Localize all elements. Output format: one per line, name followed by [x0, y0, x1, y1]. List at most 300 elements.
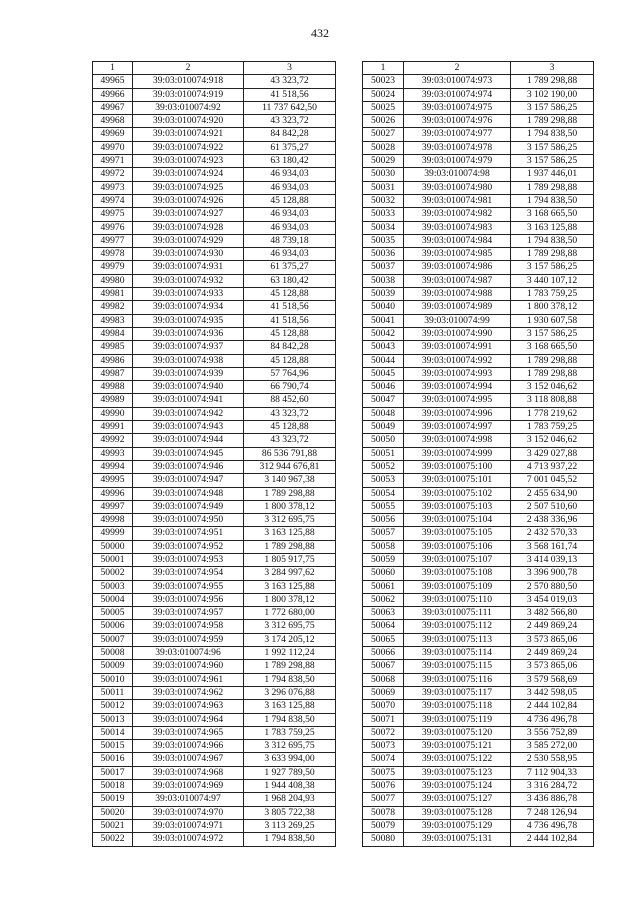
- table-header-row: [363, 62, 594, 75]
- cadastral-number-cell: 39:03:010074:954: [133, 567, 244, 580]
- table-row: [93, 274, 336, 287]
- row-number-cell: 49997: [93, 500, 133, 513]
- table-row: [363, 115, 594, 128]
- value-cell: 1 805 917,75: [244, 553, 336, 566]
- value-cell: 3 573 865,06: [511, 660, 594, 673]
- table-row: [93, 394, 336, 407]
- row-number-cell: 50010: [93, 673, 133, 686]
- table-row: [363, 248, 594, 261]
- cadastral-number-cell: 39:03:010074:935: [133, 314, 244, 327]
- cadastral-number-cell: 39:03:010074:995: [404, 394, 511, 407]
- value-cell: 1 772 680,00: [244, 607, 336, 620]
- table-row: [363, 434, 594, 447]
- row-number-cell: 50041: [363, 314, 404, 327]
- table-row: [363, 381, 594, 394]
- cadastral-number-cell: 39:03:010075:122: [404, 753, 511, 766]
- row-number-cell: 50066: [363, 647, 404, 660]
- row-number-cell: 50037: [363, 261, 404, 274]
- table-row: [363, 341, 594, 354]
- table-row: [93, 168, 336, 181]
- value-cell: 84 842,28: [244, 341, 336, 354]
- cadastral-number-cell: 39:03:010074:989: [404, 301, 511, 314]
- value-cell: 2 444 102,84: [511, 700, 594, 713]
- value-cell: 48 739,18: [244, 234, 336, 247]
- cadastral-number-cell: 39:03:010074:955: [133, 580, 244, 593]
- row-number-cell: 50058: [363, 540, 404, 553]
- value-cell: 3 174 205,12: [244, 633, 336, 646]
- table-row: [363, 500, 594, 513]
- table-row: [363, 208, 594, 221]
- table-row: [93, 527, 336, 540]
- cadastral-number-cell: 39:03:010075:120: [404, 726, 511, 739]
- value-cell: 3 157 586,25: [511, 101, 594, 114]
- cadastral-number-cell: 39:03:010074:965: [133, 726, 244, 739]
- table-row: [93, 474, 336, 487]
- cadastral-number-cell: 39:03:010074:959: [133, 633, 244, 646]
- cadastral-number-cell: 39:03:010074:966: [133, 740, 244, 753]
- value-cell: 1 992 112,24: [244, 647, 336, 660]
- cadastral-number-cell: 39:03:010074:934: [133, 301, 244, 314]
- value-cell: 3 157 586,25: [511, 155, 594, 168]
- table-row: [363, 819, 594, 832]
- row-number-cell: 49971: [93, 155, 133, 168]
- row-number-cell: 49969: [93, 128, 133, 141]
- cadastral-number-cell: 39:03:010074:993: [404, 367, 511, 380]
- row-number-cell: 50055: [363, 500, 404, 513]
- value-cell: 3 163 125,88: [244, 527, 336, 540]
- table-row: [363, 474, 594, 487]
- row-number-cell: 50045: [363, 367, 404, 380]
- table-row: [93, 75, 336, 88]
- cadastral-number-cell: 39:03:010075:108: [404, 567, 511, 580]
- cadastral-number-cell: 39:03:010074:974: [404, 88, 511, 101]
- cadastral-number-cell: 39:03:010074:981: [404, 194, 511, 207]
- row-number-cell: 50076: [363, 780, 404, 793]
- row-number-cell: 50032: [363, 194, 404, 207]
- table-row: [363, 713, 594, 726]
- row-number-cell: 49993: [93, 447, 133, 460]
- value-cell: 2 438 336,96: [511, 514, 594, 527]
- table-row: [363, 780, 594, 793]
- value-cell: 3 396 900,78: [511, 567, 594, 580]
- row-number-cell: 50005: [93, 607, 133, 620]
- value-cell: 1 789 298,88: [511, 354, 594, 367]
- row-number-cell: 50034: [363, 221, 404, 234]
- row-number-cell: 49967: [93, 101, 133, 114]
- cadastral-number-cell: 39:03:010074:967: [133, 753, 244, 766]
- cadastral-number-cell: 39:03:010074:973: [404, 75, 511, 88]
- row-number-cell: 49998: [93, 514, 133, 527]
- cadastral-number-cell: 39:03:010074:927: [133, 208, 244, 221]
- value-cell: 3 296 076,88: [244, 686, 336, 699]
- value-cell: 1 794 838,50: [511, 194, 594, 207]
- row-number-cell: 50051: [363, 447, 404, 460]
- row-number-cell: 49981: [93, 288, 133, 301]
- value-cell: 3 163 125,88: [244, 580, 336, 593]
- cadastral-number-cell: 39:03:010074:983: [404, 221, 511, 234]
- table-row: [363, 580, 594, 593]
- cadastral-number-cell: 39:03:010074:962: [133, 686, 244, 699]
- table-row: [363, 633, 594, 646]
- cadastral-number-cell: 39:03:010074:961: [133, 673, 244, 686]
- table-row: [93, 234, 336, 247]
- table-row: [93, 434, 336, 447]
- row-number-cell: 50071: [363, 713, 404, 726]
- table-row: [363, 288, 594, 301]
- row-number-cell: 50063: [363, 607, 404, 620]
- table-row: [93, 487, 336, 500]
- value-cell: 1 930 607,58: [511, 314, 594, 327]
- row-number-cell: 50018: [93, 780, 133, 793]
- value-cell: 3 454 019,03: [511, 593, 594, 606]
- table-row: [93, 301, 336, 314]
- row-number-cell: 50065: [363, 633, 404, 646]
- value-cell: 2 444 102,84: [511, 833, 594, 846]
- row-number-cell: 50040: [363, 301, 404, 314]
- cadastral-number-cell: 39:03:010075:124: [404, 780, 511, 793]
- row-number-cell: 50009: [93, 660, 133, 673]
- cadastral-number-cell: 39:03:010074:99: [404, 314, 511, 327]
- cadastral-number-cell: 39:03:010074:975: [404, 101, 511, 114]
- cadastral-number-cell: 39:03:010074:952: [133, 540, 244, 553]
- row-number-cell: 50067: [363, 660, 404, 673]
- table-row: [363, 181, 594, 194]
- table-row: [363, 700, 594, 713]
- table-row: [363, 660, 594, 673]
- cadastral-number-cell: 39:03:010075:103: [404, 500, 511, 513]
- cadastral-number-cell: 39:03:010074:979: [404, 155, 511, 168]
- row-number-cell: 50007: [93, 633, 133, 646]
- table-row: [363, 221, 594, 234]
- table-row: [93, 806, 336, 819]
- table-row: [93, 115, 336, 128]
- table-row: [93, 620, 336, 633]
- row-number-cell: 50047: [363, 394, 404, 407]
- table-row: [93, 580, 336, 593]
- row-number-cell: 50004: [93, 593, 133, 606]
- table-row: [363, 75, 594, 88]
- row-number-cell: 49976: [93, 221, 133, 234]
- table-row: [363, 753, 594, 766]
- cadastral-number-cell: 39:03:010074:921: [133, 128, 244, 141]
- cadastral-number-cell: 39:03:010075:102: [404, 487, 511, 500]
- table-row: [93, 647, 336, 660]
- value-cell: 1 789 298,88: [244, 540, 336, 553]
- row-number-cell: 50059: [363, 553, 404, 566]
- table-row: [363, 407, 594, 420]
- cadastral-table-left: [92, 61, 336, 847]
- cadastral-number-cell: 39:03:010074:930: [133, 248, 244, 261]
- value-cell: 43 323,72: [244, 115, 336, 128]
- table-row: [93, 208, 336, 221]
- row-number-cell: 50044: [363, 354, 404, 367]
- row-number-cell: 50060: [363, 567, 404, 580]
- row-number-cell: 50061: [363, 580, 404, 593]
- value-cell: 3 633 994,00: [244, 753, 336, 766]
- value-cell: 41 518,56: [244, 301, 336, 314]
- value-cell: 63 180,42: [244, 155, 336, 168]
- table-row: [93, 141, 336, 154]
- value-cell: 2 432 570,33: [511, 527, 594, 540]
- row-number-cell: 49985: [93, 341, 133, 354]
- cadastral-number-cell: 39:03:010074:982: [404, 208, 511, 221]
- value-cell: 3 312 695,75: [244, 620, 336, 633]
- cadastral-number-cell: 39:03:010074:957: [133, 607, 244, 620]
- cadastral-number-cell: 39:03:010074:96: [133, 647, 244, 660]
- table-row: [93, 553, 336, 566]
- row-number-cell: 49987: [93, 367, 133, 380]
- value-cell: 7 248 126,94: [511, 806, 594, 819]
- cadastral-number-cell: 39:03:010074:922: [133, 141, 244, 154]
- cadastral-number-cell: 39:03:010075:115: [404, 660, 511, 673]
- row-number-cell: 49972: [93, 168, 133, 181]
- cadastral-number-cell: 39:03:010074:999: [404, 447, 511, 460]
- row-number-cell: 50028: [363, 141, 404, 154]
- cadastral-number-cell: 39:03:010075:107: [404, 553, 511, 566]
- value-cell: 46 934,03: [244, 248, 336, 261]
- cadastral-number-cell: 39:03:010074:953: [133, 553, 244, 566]
- cadastral-number-cell: 39:03:010074:963: [133, 700, 244, 713]
- value-cell: 3 163 125,88: [511, 221, 594, 234]
- row-number-cell: 50012: [93, 700, 133, 713]
- row-number-cell: 50080: [363, 833, 404, 846]
- row-number-cell: 50022: [93, 833, 133, 846]
- cadastral-number-cell: 39:03:010074:968: [133, 766, 244, 779]
- table-row: [363, 141, 594, 154]
- value-cell: 3 168 665,50: [511, 341, 594, 354]
- cadastral-number-cell: 39:03:010074:939: [133, 367, 244, 380]
- value-cell: 1 794 838,50: [511, 234, 594, 247]
- cadastral-number-cell: 39:03:010074:986: [404, 261, 511, 274]
- table-row: [363, 274, 594, 287]
- cadastral-number-cell: 39:03:010074:985: [404, 248, 511, 261]
- row-number-cell: 50057: [363, 527, 404, 540]
- table-row: [363, 806, 594, 819]
- value-cell: 61 375,27: [244, 261, 336, 274]
- table-row: [363, 540, 594, 553]
- table-row: [93, 540, 336, 553]
- table-row: [93, 726, 336, 739]
- row-number-cell: 50016: [93, 753, 133, 766]
- row-number-cell: 50062: [363, 593, 404, 606]
- row-number-cell: 50014: [93, 726, 133, 739]
- table-row: [363, 740, 594, 753]
- cadastral-number-cell: 39:03:010075:105: [404, 527, 511, 540]
- row-number-cell: 49977: [93, 234, 133, 247]
- cadastral-number-cell: 39:03:010075:119: [404, 713, 511, 726]
- value-cell: 45 128,88: [244, 288, 336, 301]
- table-row: [93, 633, 336, 646]
- table-row: [93, 500, 336, 513]
- value-cell: 3 157 586,25: [511, 141, 594, 154]
- table-row: [93, 514, 336, 527]
- value-cell: 11 737 642,50: [244, 101, 336, 114]
- table-row: [363, 314, 594, 327]
- table-row: [93, 780, 336, 793]
- column-header: 2: [404, 62, 511, 75]
- table-row: [363, 726, 594, 739]
- value-cell: 3 442 598,05: [511, 686, 594, 699]
- row-number-cell: 50048: [363, 407, 404, 420]
- page-number: 432: [311, 26, 329, 40]
- row-number-cell: 49984: [93, 327, 133, 340]
- value-cell: 2 449 869,24: [511, 620, 594, 633]
- table-row: [363, 553, 594, 566]
- value-cell: 46 934,03: [244, 208, 336, 221]
- cadastral-number-cell: 39:03:010074:942: [133, 407, 244, 420]
- cadastral-number-cell: 39:03:010074:992: [404, 354, 511, 367]
- row-number-cell: 50036: [363, 248, 404, 261]
- cadastral-number-cell: 39:03:010074:951: [133, 527, 244, 540]
- value-cell: 3 113 269,25: [244, 819, 336, 832]
- table-row: [363, 447, 594, 460]
- value-cell: 3 414 039,13: [511, 553, 594, 566]
- row-number-cell: 50011: [93, 686, 133, 699]
- value-cell: 43 323,72: [244, 407, 336, 420]
- table-row: [363, 793, 594, 806]
- row-number-cell: 49999: [93, 527, 133, 540]
- value-cell: 2 570 880,50: [511, 580, 594, 593]
- table-row: [93, 128, 336, 141]
- row-number-cell: 49975: [93, 208, 133, 221]
- row-number-cell: 49991: [93, 421, 133, 434]
- value-cell: 3 157 586,25: [511, 261, 594, 274]
- cadastral-number-cell: 39:03:010074:958: [133, 620, 244, 633]
- value-cell: 3 168 665,50: [511, 208, 594, 221]
- value-cell: 63 180,42: [244, 274, 336, 287]
- value-cell: 3 585 272,00: [511, 740, 594, 753]
- table-row: [363, 673, 594, 686]
- cadastral-number-cell: 39:03:010074:947: [133, 474, 244, 487]
- table-row: [93, 593, 336, 606]
- value-cell: 1 789 298,88: [244, 660, 336, 673]
- row-number-cell: 50017: [93, 766, 133, 779]
- value-cell: 1 968 204,93: [244, 793, 336, 806]
- cadastral-number-cell: 39:03:010074:990: [404, 327, 511, 340]
- cadastral-number-cell: 39:03:010074:926: [133, 194, 244, 207]
- value-cell: 2 507 510,60: [511, 500, 594, 513]
- value-cell: 3 568 161,74: [511, 540, 594, 553]
- row-number-cell: 50024: [363, 88, 404, 101]
- row-number-cell: 50074: [363, 753, 404, 766]
- cadastral-number-cell: 39:03:010074:929: [133, 234, 244, 247]
- table-row: [363, 607, 594, 620]
- cadastral-number-cell: 39:03:010075:129: [404, 819, 511, 832]
- value-cell: 57 764,96: [244, 367, 336, 380]
- table-row: [93, 248, 336, 261]
- row-number-cell: 50070: [363, 700, 404, 713]
- row-number-cell: 49995: [93, 474, 133, 487]
- row-number-cell: 50019: [93, 793, 133, 806]
- cadastral-number-cell: 39:03:010074:925: [133, 181, 244, 194]
- table-row: [93, 713, 336, 726]
- cadastral-number-cell: 39:03:010074:969: [133, 780, 244, 793]
- table-row: [93, 101, 336, 114]
- row-number-cell: 50043: [363, 341, 404, 354]
- table-row: [363, 766, 594, 779]
- table-row: [93, 261, 336, 274]
- cadastral-number-cell: 39:03:010074:923: [133, 155, 244, 168]
- row-number-cell: 50077: [363, 793, 404, 806]
- row-number-cell: 50027: [363, 128, 404, 141]
- cadastral-number-cell: 39:03:010074:996: [404, 407, 511, 420]
- table-row: [93, 88, 336, 101]
- cadastral-number-cell: 39:03:010074:977: [404, 128, 511, 141]
- cadastral-number-cell: 39:03:010075:128: [404, 806, 511, 819]
- row-number-cell: 49983: [93, 314, 133, 327]
- value-cell: 4 736 496,78: [511, 819, 594, 832]
- cadastral-number-cell: 39:03:010075:117: [404, 686, 511, 699]
- value-cell: 1 794 838,50: [511, 128, 594, 141]
- value-cell: 41 518,56: [244, 88, 336, 101]
- table-row: [93, 407, 336, 420]
- table-row: [93, 567, 336, 580]
- value-cell: 7 001 045,52: [511, 474, 594, 487]
- table-row: [93, 660, 336, 673]
- cadastral-number-cell: 39:03:010074:938: [133, 354, 244, 367]
- value-cell: 45 128,88: [244, 421, 336, 434]
- table-row: [93, 819, 336, 832]
- cadastral-number-cell: 39:03:010074:933: [133, 288, 244, 301]
- row-number-cell: 50078: [363, 806, 404, 819]
- cadastral-number-cell: 39:03:010074:950: [133, 514, 244, 527]
- column-header: 2: [133, 62, 244, 75]
- cadastral-number-cell: 39:03:010074:940: [133, 381, 244, 394]
- cadastral-number-cell: 39:03:010075:110: [404, 593, 511, 606]
- value-cell: 1 783 759,25: [244, 726, 336, 739]
- table-row: [93, 766, 336, 779]
- row-number-cell: 49988: [93, 381, 133, 394]
- table-body-left: [93, 62, 336, 847]
- table-row: [93, 327, 336, 340]
- cadastral-number-cell: 39:03:010074:945: [133, 447, 244, 460]
- value-cell: 2 449 869,24: [511, 647, 594, 660]
- row-number-cell: 49990: [93, 407, 133, 420]
- cadastral-number-cell: 39:03:010074:924: [133, 168, 244, 181]
- table-row: [363, 567, 594, 580]
- value-cell: 1 789 298,88: [511, 181, 594, 194]
- cadastral-number-cell: 39:03:010074:920: [133, 115, 244, 128]
- row-number-cell: 50079: [363, 819, 404, 832]
- value-cell: 3 312 695,75: [244, 514, 336, 527]
- table-row: [363, 620, 594, 633]
- cadastral-number-cell: 39:03:010075:114: [404, 647, 511, 660]
- value-cell: 1 800 378,12: [511, 301, 594, 314]
- table-row: [363, 261, 594, 274]
- value-cell: 41 518,56: [244, 314, 336, 327]
- value-cell: 1 794 838,50: [244, 713, 336, 726]
- value-cell: 43 323,72: [244, 75, 336, 88]
- row-number-cell: 50039: [363, 288, 404, 301]
- row-number-cell: 50069: [363, 686, 404, 699]
- row-number-cell: 50072: [363, 726, 404, 739]
- table-row: [363, 354, 594, 367]
- table-row: [93, 194, 336, 207]
- row-number-cell: 50006: [93, 620, 133, 633]
- table-row: [93, 181, 336, 194]
- row-number-cell: 49968: [93, 115, 133, 128]
- cadastral-number-cell: 39:03:010075:116: [404, 673, 511, 686]
- value-cell: 61 375,27: [244, 141, 336, 154]
- value-cell: 3 805 722,38: [244, 806, 336, 819]
- row-number-cell: 50052: [363, 460, 404, 473]
- cadastral-number-cell: 39:03:010074:997: [404, 421, 511, 434]
- cadastral-number-cell: 39:03:010074:956: [133, 593, 244, 606]
- cadastral-number-cell: 39:03:010075:123: [404, 766, 511, 779]
- value-cell: 2 455 634,90: [511, 487, 594, 500]
- value-cell: 3 118 808,88: [511, 394, 594, 407]
- cadastral-number-cell: 39:03:010075:112: [404, 620, 511, 633]
